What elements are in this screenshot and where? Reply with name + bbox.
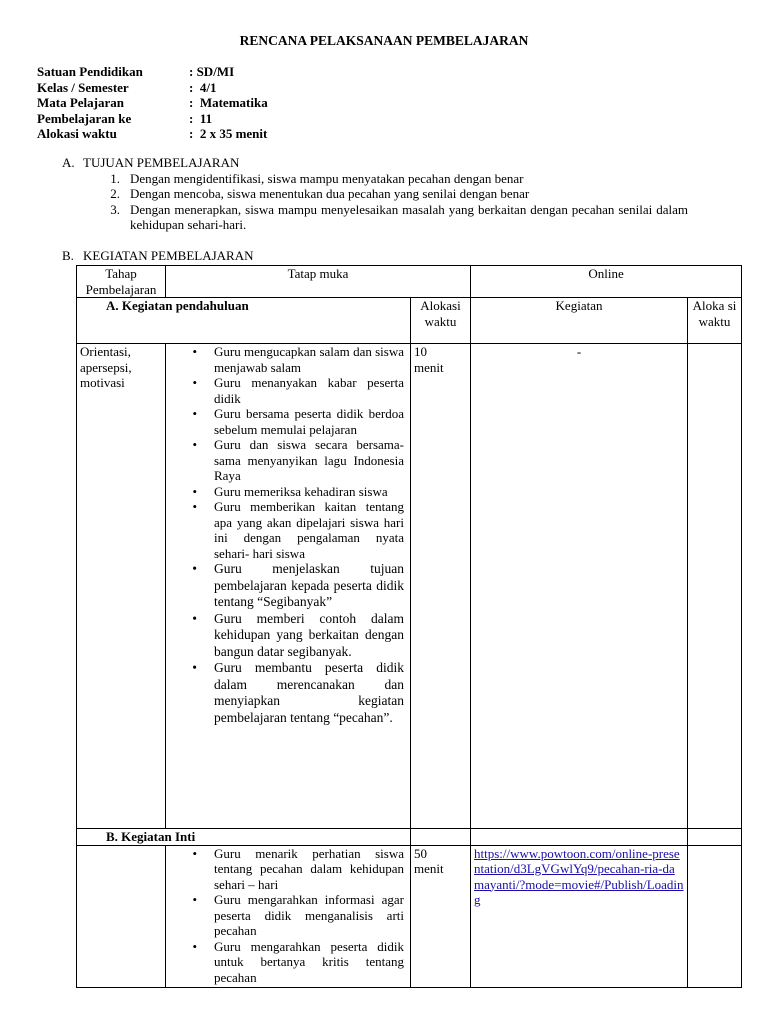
list-item [169,375,404,406]
list-item [169,484,404,500]
section-heading [62,155,702,171]
identity-label: Pembelajaran ke [37,110,132,126]
bullet-icon: • [192,483,197,499]
video-link[interactable]: https://www.powtoon.com/online-presentation/d3LgVGwlYq9/pecahan-ria-damayanti/?mode=movie#/Publish/Loading [474,845,684,907]
list-item [169,939,404,986]
online-alokasi-cell [688,845,742,987]
section-activities [62,248,702,264]
activity-list [169,846,404,986]
empty-cell [688,829,742,846]
table-row [77,344,742,829]
item-text: Guru dan siswa secara bersama-sama menyanyikan lagu Indonesia Raya [214,437,404,483]
table-header-row [77,266,742,298]
bullet-icon: • [192,437,197,452]
objective-list [62,171,702,233]
list-item [62,186,702,202]
section-heading [62,248,702,264]
bullet-icon: • [192,938,197,954]
online-alokasi-cell [688,344,742,829]
list-item [169,846,404,893]
item-text: Guru menarik perhatian siswa tentang pecahan dalam kehidupan sehari – hari [214,845,404,892]
identity-value: : 2 x 35 menit [189,126,268,141]
item-text: Dengan mencoba, siswa menentukan dua pecahan yang senilai dengan benar [130,186,530,201]
activity-cell [166,845,411,987]
identity-row [37,80,437,96]
item-text: Guru mengarahkan informasi agar peserta didik menganalisis arti pecahan [214,892,404,938]
list-item [169,344,404,375]
bullet-icon: • [192,892,197,907]
header-kegiatan: Kegiatan [471,298,688,344]
alokasi-cell: 10 menit [411,344,471,829]
identity-row [37,64,437,80]
list-item [169,892,404,939]
identity-value: : Matematika [189,95,268,110]
activity-cell [166,344,411,829]
tahap-cell [77,845,166,987]
online-activity-cell [471,845,688,987]
list-item [169,499,404,561]
identity-label: Kelas / Semester [37,79,129,95]
item-number: 1. [110,170,120,186]
item-text: Dengan mengidentifikasi, siswa mampu menyatakan pecahan dengan benar [130,170,524,186]
empty-cell [411,829,471,846]
identity-row [37,95,437,111]
identity-value: : 11 [189,110,213,126]
item-text: Dengan menerapkan, siswa mampu menyelesaikan masalah yang berkaitan dengan pecahan senilai dalam kehidupan sehari-hari. [130,201,688,232]
identity-value: : SD/MI [189,64,235,79]
identity-row [37,111,437,127]
section-letter: B. [62,248,74,263]
item-number: 3. [110,201,120,217]
item-text: Guru memeriksa kehadiran siswa [214,483,388,499]
row-title-pendahuluan: A. Kegiatan pendahuluan [77,298,411,344]
item-number: 2. [110,186,120,201]
table-subheader-row [77,298,742,344]
list-item [62,171,702,187]
header-online: Online [471,266,742,298]
header-alokasi: Alokasi waktu [411,298,471,344]
bullet-icon: • [192,660,197,675]
item-text: Guru membantu peserta didik dalam merencanakan dan menyiapkan kegiatan pembelajaran tentang “pecahan”. [214,660,404,725]
row-title-inti: B. Kegiatan Inti [77,829,411,846]
item-text: Guru memberikan kaitan tentang apa yang akan dipelajari siswa hari ini dengan pengalaman nyata sehari- hari siswa [214,499,404,561]
bullet-icon: • [192,610,197,626]
bullet-icon: • [192,375,197,390]
list-item [169,406,404,437]
list-item [62,202,702,233]
activity-list [169,344,404,726]
online-activity-cell: - [471,344,688,829]
item-text: Guru menjelaskan tujuan pembelajaran kepada peserta didik tentang “Segibanyak” [214,561,404,609]
header-tatap-muka: Tatap muka [166,266,471,298]
item-text: Guru memberi contoh dalam kehidupan yang berkaitan dengan bangun datar segibanyak. [214,610,404,659]
item-text: Guru bersama peserta didik berdoa sebelum memulai pelajaran [214,406,404,437]
identity-label: Alokasi waktu [37,126,117,141]
section-title: KEGIATAN PEMBELAJARAN [83,248,254,263]
table-subheader-row [77,829,742,846]
identity-label: Satuan Pendidikan [37,64,143,79]
section-letter: A. [62,155,75,170]
table-row [77,845,742,987]
identity-value: : 4/1 [189,79,217,95]
page-title: RENCANA PELAKSANAAN PEMBELAJARAN [239,33,529,48]
bullet-icon: • [192,406,197,421]
bullet-icon: • [192,344,197,359]
empty-cell [471,829,688,846]
item-text: Guru mengarahkan peserta didik untuk bertanya kritis tentang pecahan [214,938,404,985]
identity-label: Mata Pelajaran [37,95,125,110]
item-text: Guru mengucapkan salam dan siswa menjawab salam [214,344,404,375]
item-text: Guru menanyakan kabar peserta didik [214,375,404,406]
section-title: TUJUAN PEMBELAJARAN [83,155,240,170]
activities-table [76,265,742,988]
section-objectives [62,155,702,233]
identity-row [37,126,437,142]
list-item [169,437,404,484]
alokasi-cell: 50 menit [411,845,471,987]
list-item [169,660,404,726]
bullet-icon: • [192,499,197,514]
tahap-cell: Orientasi, apersepsi, motivasi [77,344,166,829]
header-alokasi-online: Aloka si waktu [688,298,742,344]
list-item [169,611,404,661]
identity-block [37,64,437,142]
header-tahap: Tahap Pembelajaran [77,266,166,298]
bullet-icon: • [192,561,197,576]
list-item [169,561,404,611]
bullet-icon: • [192,845,197,861]
